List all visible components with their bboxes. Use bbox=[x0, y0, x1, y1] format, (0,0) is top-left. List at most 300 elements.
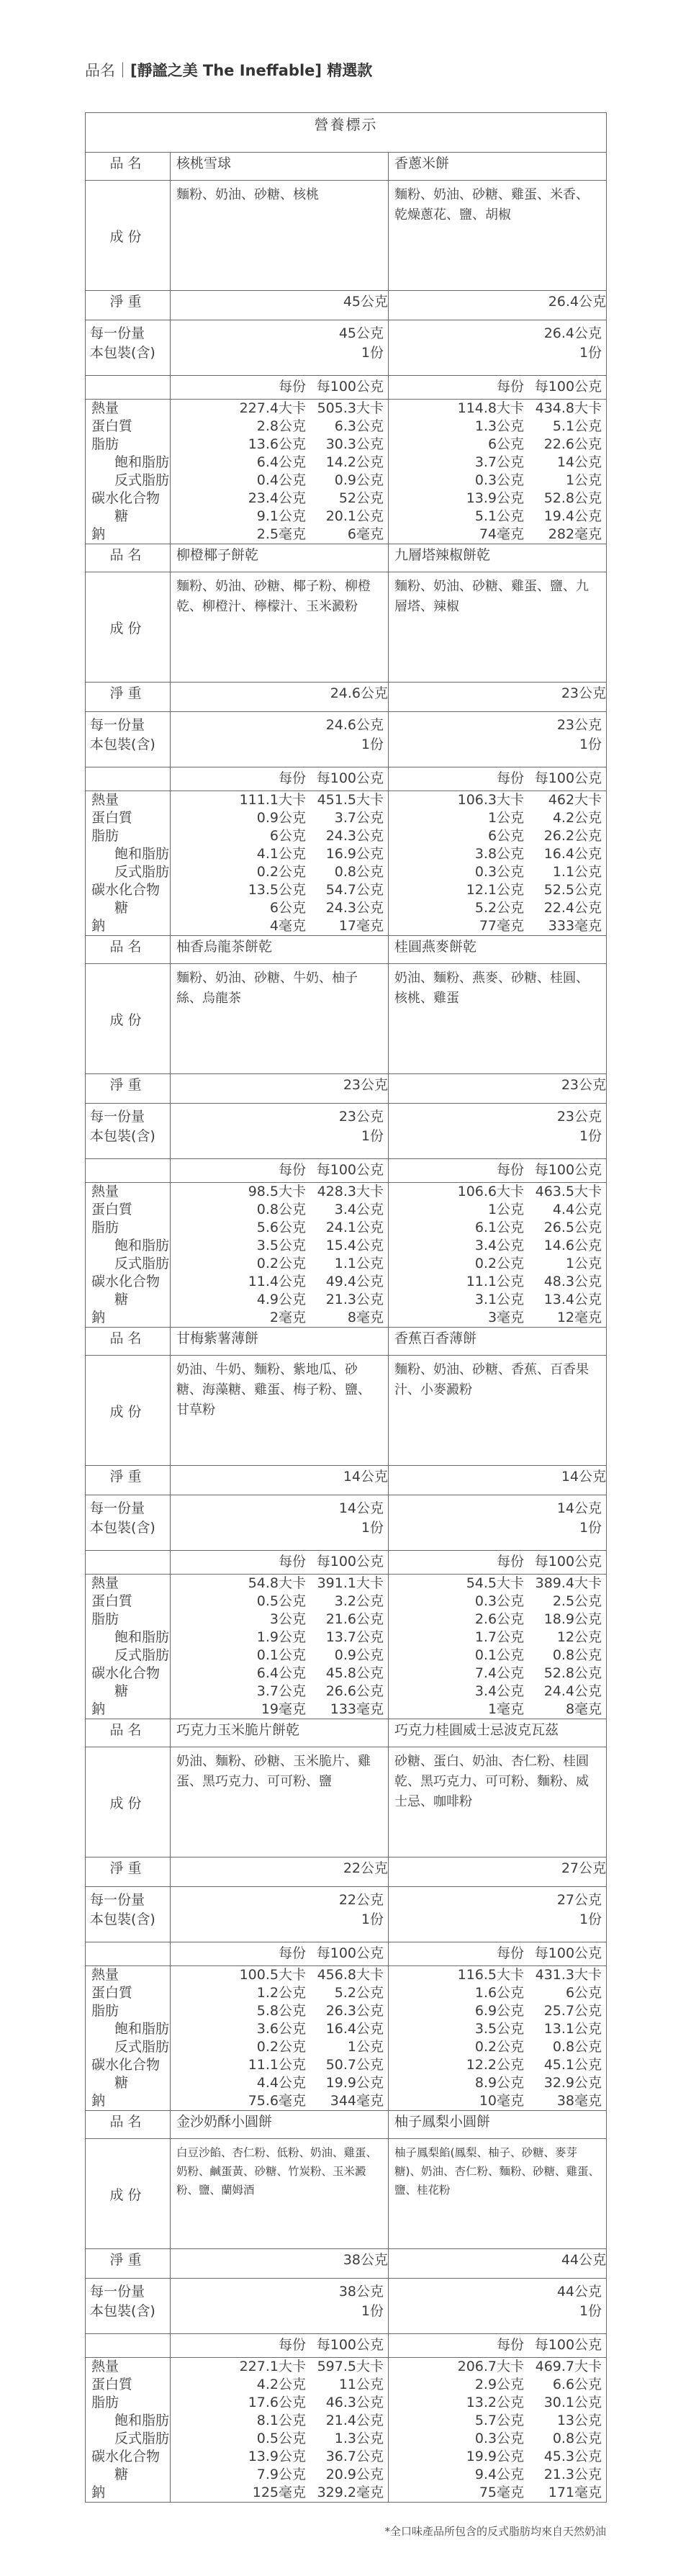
servings-per-pack: 1份 bbox=[361, 737, 384, 752]
per-100g-value: 26.2公克 bbox=[543, 828, 602, 844]
per-serving-header: 每份 bbox=[497, 379, 525, 395]
nutrient-labels bbox=[86, 1183, 171, 1328]
product-name: 柚香烏龍茶餅乾 bbox=[171, 936, 389, 964]
per-100g-value: 1公克 bbox=[565, 472, 602, 488]
per-serving-value: 13.6公克 bbox=[248, 436, 306, 452]
per-100g-value: 4.4公克 bbox=[552, 1202, 602, 1217]
per-serving-value: 6公克 bbox=[269, 828, 306, 844]
nutrient-label: 熱量 bbox=[91, 1184, 119, 1199]
per-100g-value: 22.6公克 bbox=[543, 436, 602, 452]
per-serving-column bbox=[441, 1183, 524, 1327]
net-weight-value: 23公克 bbox=[389, 1074, 607, 1104]
nutrient-label: 蛋白質 bbox=[91, 2377, 133, 2392]
per-serving-column bbox=[441, 1966, 524, 2110]
empty-cell bbox=[86, 2334, 171, 2358]
per-100g-value: 1.3公克 bbox=[334, 2431, 384, 2446]
per-100g-column bbox=[306, 1575, 384, 1719]
per-100g-value: 52.5公克 bbox=[543, 882, 602, 898]
per-serving-value: 13.2公克 bbox=[466, 2395, 525, 2410]
servings-per-pack: 1份 bbox=[361, 1520, 384, 1536]
per-100g-value: 45.1公克 bbox=[543, 2057, 602, 2073]
per-serving-value: 0.3公克 bbox=[474, 2431, 525, 2446]
nutrient-value-columns bbox=[171, 1575, 388, 1719]
per-100g-value: 45.8公克 bbox=[325, 1665, 384, 1681]
serving-label-cell bbox=[86, 2279, 171, 2334]
per-serving-value: 13.5公克 bbox=[248, 882, 306, 898]
per-100g-value: 451.5大卡 bbox=[317, 792, 384, 808]
table-title-row bbox=[86, 113, 607, 153]
nutrient-column-headers bbox=[389, 1159, 607, 1183]
nutrient-label: 飽和脂肪 bbox=[114, 1629, 170, 1645]
per-serving-value: 54.8大卡 bbox=[248, 1575, 306, 1591]
ingredients-label: 成份 bbox=[86, 964, 171, 1074]
nutrient-header-row bbox=[86, 1942, 607, 1966]
nutrient-values bbox=[389, 791, 607, 936]
per-serving-header: 每份 bbox=[497, 1554, 525, 1570]
per-100g-value: 52.8公克 bbox=[543, 1665, 602, 1681]
per-100g-value: 19.9公克 bbox=[325, 2075, 384, 2091]
serving-value-cell bbox=[171, 1104, 389, 1159]
per-pack-label: 本包裝(含) bbox=[90, 1128, 155, 1144]
per-serving-value: 6.9公克 bbox=[474, 2003, 525, 2019]
per-serving-value: 11.1公克 bbox=[466, 1274, 525, 1289]
per-100g-value: 0.8公克 bbox=[552, 2039, 602, 2055]
per-serving-value: 19.9公克 bbox=[466, 2449, 525, 2464]
nutrient-values bbox=[389, 2358, 607, 2503]
per-100g-value: 0.8公克 bbox=[334, 864, 384, 880]
per-serving-value: 75.6毫克 bbox=[248, 2093, 306, 2109]
nutrient-values-row bbox=[86, 1966, 607, 2111]
per-100g-header: 每100公克 bbox=[316, 379, 384, 395]
per-100g-value: 38毫克 bbox=[556, 2093, 602, 2109]
column-header-group bbox=[171, 2334, 388, 2354]
per-100g-value: 25.7公克 bbox=[543, 2003, 602, 2019]
nutrient-label: 鈉 bbox=[91, 1701, 106, 1717]
serving-row bbox=[86, 712, 607, 767]
nutrient-values bbox=[171, 400, 389, 544]
per-serving-value: 0.5公克 bbox=[256, 2431, 306, 2446]
per-pack-label: 本包裝(含) bbox=[90, 2303, 155, 2319]
per-serving-column bbox=[222, 1575, 306, 1719]
per-serving-value: 0.1公克 bbox=[256, 1647, 306, 1663]
nutrient-value-columns bbox=[171, 1183, 388, 1327]
nutrient-label: 熱量 bbox=[91, 792, 119, 808]
serving-value-cell bbox=[389, 1104, 607, 1159]
per-100g-value: 434.8大卡 bbox=[535, 400, 602, 416]
per-100g-value: 12公克 bbox=[556, 1629, 602, 1645]
per-100g-header: 每100公克 bbox=[534, 1554, 602, 1570]
net-weight-row bbox=[86, 1857, 607, 1887]
per-100g-value: 4.2公克 bbox=[552, 810, 602, 826]
nutrient-label: 糖 bbox=[114, 508, 129, 524]
nutrient-labels bbox=[86, 1966, 171, 2111]
servings-per-pack: 1份 bbox=[361, 2303, 384, 2319]
per-serving-value: 0.1公克 bbox=[474, 1647, 525, 1663]
per-100g-value: 463.5大卡 bbox=[535, 1184, 602, 1199]
nutrient-label: 飽和脂肪 bbox=[114, 2021, 170, 2037]
nutrient-label: 鈉 bbox=[91, 1310, 106, 1325]
per-serving-value: 206.7大卡 bbox=[457, 2359, 525, 2374]
nutrient-value-columns bbox=[389, 2358, 606, 2502]
per-100g-value: 16.4公克 bbox=[325, 2021, 384, 2037]
per-serving-column bbox=[222, 400, 306, 544]
per-serving-value: 4.9公克 bbox=[256, 1292, 306, 1307]
per-100g-header: 每100公克 bbox=[534, 770, 602, 786]
per-serving-value: 100.5大卡 bbox=[239, 1967, 306, 1983]
column-header-group bbox=[171, 1159, 388, 1179]
per-serving-value: 1.3公克 bbox=[474, 418, 525, 434]
nutrient-column-headers bbox=[389, 1942, 607, 1966]
per-100g-value: 0.8公克 bbox=[552, 2431, 602, 2446]
product-name: 甘梅紫薯薄餅 bbox=[171, 1328, 389, 1356]
nutrient-column-headers bbox=[389, 2334, 607, 2358]
per-100g-value: 14.6公克 bbox=[543, 1238, 602, 1253]
per-pack-label: 本包裝(含) bbox=[90, 1520, 155, 1536]
per-serving-value: 1.7公克 bbox=[474, 1629, 525, 1645]
product-name: 金沙奶酥小圓餅 bbox=[171, 2111, 389, 2139]
product-ingredients: 麵粉、奶油、砂糖、香蕉、百香果汁、小麥澱粉 bbox=[389, 1356, 607, 1466]
nutrient-label: 脂肪 bbox=[91, 2395, 119, 2410]
nutrient-value-columns bbox=[171, 1966, 388, 2110]
per-100g-value: 6公克 bbox=[565, 1985, 602, 2001]
per-pack-label: 本包裝(含) bbox=[90, 737, 155, 752]
product-name: 香蕉百香薄餅 bbox=[389, 1328, 607, 1356]
column-header-group bbox=[171, 376, 388, 395]
serving-value-cell bbox=[389, 2279, 607, 2334]
column-header-group bbox=[171, 767, 388, 787]
per-serving-column bbox=[222, 2358, 306, 2502]
nutrient-values-row bbox=[86, 2358, 607, 2503]
per-100g-value: 49.4公克 bbox=[325, 1274, 384, 1289]
nutrient-label: 蛋白質 bbox=[91, 1985, 133, 2001]
per-serving-value: 19毫克 bbox=[261, 1701, 306, 1717]
per-100g-value: 428.3大卡 bbox=[317, 1184, 384, 1199]
per-100g-value: 22.4公克 bbox=[543, 900, 602, 916]
product-name-row bbox=[86, 544, 607, 572]
product-ingredients: 奶油、麵粉、砂糖、玉米脆片、雞蛋、黑巧克力、可可粉、鹽 bbox=[171, 1747, 389, 1857]
per-serving-value: 74毫克 bbox=[479, 526, 525, 542]
nutrient-values-row bbox=[86, 400, 607, 544]
per-serving-value: 3.1公克 bbox=[474, 1292, 525, 1307]
per-100g-value: 20.1公克 bbox=[325, 508, 384, 524]
per-serving-value: 9.1公克 bbox=[256, 508, 306, 524]
servings-per-pack: 1份 bbox=[361, 1128, 384, 1144]
per-100g-header: 每100公克 bbox=[316, 770, 384, 786]
nutrient-values-row bbox=[86, 1183, 607, 1328]
empty-cell bbox=[86, 767, 171, 791]
per-100g-column bbox=[524, 1966, 602, 2110]
nutrient-label: 鈉 bbox=[91, 2485, 106, 2500]
net-weight-value: 24.6公克 bbox=[171, 683, 389, 712]
per-100g-header: 每100公克 bbox=[316, 2337, 384, 2353]
net-weight-label: 淨重 bbox=[86, 683, 171, 712]
per-100g-value: 26.3公克 bbox=[325, 2003, 384, 2019]
per-100g-value: 14.2公克 bbox=[325, 454, 384, 470]
per-100g-value: 133毫克 bbox=[330, 1701, 384, 1717]
per-100g-value: 3.4公克 bbox=[334, 1202, 384, 1217]
footnote: *全口味產品所包含的反式脂肪均來自天然奶油 bbox=[384, 2525, 606, 2538]
nutrient-label: 飽和脂肪 bbox=[114, 2413, 170, 2428]
nutrient-label: 脂肪 bbox=[91, 828, 119, 844]
nutrient-label: 反式脂肪 bbox=[114, 864, 170, 880]
product-ingredients: 柚子鳳梨餡(鳳梨、柚子、砂糖、麥芽糖)、奶油、杏仁粉、麵粉、砂糖、雞蛋、鹽、桂花粉 bbox=[389, 2139, 607, 2249]
per-serving-header: 每份 bbox=[497, 770, 525, 786]
per-100g-value: 505.3大卡 bbox=[317, 400, 384, 416]
per-100g-value: 21.3公克 bbox=[543, 2467, 602, 2482]
per-100g-value: 24.3公克 bbox=[325, 900, 384, 916]
product-ingredients: 麵粉、奶油、砂糖、牛奶、柚子絲、烏龍茶 bbox=[171, 964, 389, 1074]
per-serving-value: 3.5公克 bbox=[256, 1238, 306, 1253]
serving-row bbox=[86, 1495, 607, 1551]
per-serving-value: 111.1大卡 bbox=[239, 792, 306, 808]
per-100g-value: 26.6公克 bbox=[325, 1683, 384, 1699]
serving-size: 24.6公克 bbox=[325, 717, 384, 733]
per-serving-value: 23.4公克 bbox=[248, 490, 306, 506]
per-serving-value: 17.6公克 bbox=[248, 2395, 306, 2410]
product-name: 桂圓燕麥餅乾 bbox=[389, 936, 607, 964]
serving-size: 38公克 bbox=[338, 2284, 384, 2300]
net-weight-value: 27公克 bbox=[389, 1857, 607, 1887]
nutrient-header-row bbox=[86, 2334, 607, 2358]
per-100g-value: 36.7公克 bbox=[325, 2449, 384, 2464]
nutrient-label: 飽和脂肪 bbox=[114, 1238, 170, 1253]
net-weight-value: 45公克 bbox=[171, 291, 389, 320]
nutrient-column-headers bbox=[171, 1159, 389, 1183]
per-serving-value: 3毫克 bbox=[487, 1310, 525, 1325]
per-100g-value: 333毫克 bbox=[548, 918, 602, 934]
serving-label: 每一份量 bbox=[90, 2284, 145, 2300]
nutrient-value-columns bbox=[389, 1966, 606, 2110]
nutrient-label: 鈉 bbox=[91, 2093, 106, 2109]
nutrient-label: 蛋白質 bbox=[91, 1593, 133, 1609]
ingredients-label: 成份 bbox=[86, 1747, 171, 1857]
per-serving-value: 0.2公克 bbox=[256, 2039, 306, 2055]
per-serving-value: 1毫克 bbox=[487, 1701, 525, 1717]
per-serving-column bbox=[222, 791, 306, 935]
net-weight-value: 44公克 bbox=[389, 2249, 607, 2279]
per-serving-value: 6.4公克 bbox=[256, 454, 306, 470]
per-serving-value: 9.4公克 bbox=[474, 2467, 525, 2482]
nutrient-label: 反式脂肪 bbox=[114, 472, 170, 488]
per-100g-value: 462大卡 bbox=[548, 792, 602, 808]
per-serving-value: 8.9公克 bbox=[474, 2075, 525, 2091]
net-weight-label: 淨重 bbox=[86, 1074, 171, 1104]
nutrient-column-headers bbox=[389, 767, 607, 791]
nutrient-label: 碳水化合物 bbox=[91, 490, 161, 506]
nutrient-label: 飽和脂肪 bbox=[114, 454, 170, 470]
table-title: 營養標示 bbox=[86, 113, 607, 153]
product-ingredients: 奶油、牛奶、麵粉、紫地瓜、砂糖、海藻糖、雞蛋、梅子粉、鹽、甘草粉 bbox=[171, 1356, 389, 1466]
per-serving-value: 106.6大卡 bbox=[457, 1184, 525, 1199]
serving-value-cell bbox=[389, 1495, 607, 1551]
product-header bbox=[85, 59, 372, 81]
per-100g-column bbox=[524, 2358, 602, 2502]
per-serving-value: 4毫克 bbox=[269, 918, 306, 934]
nutrient-values bbox=[171, 791, 389, 936]
nutrient-values bbox=[389, 1183, 607, 1328]
per-serving-value: 3.7公克 bbox=[256, 1683, 306, 1699]
nutrient-label: 碳水化合物 bbox=[91, 2057, 161, 2073]
serving-label-cell bbox=[86, 1887, 171, 1942]
nutrient-label: 蛋白質 bbox=[91, 418, 133, 434]
per-100g-column bbox=[524, 400, 602, 544]
per-serving-value: 114.8大卡 bbox=[457, 400, 525, 416]
per-100g-value: 13.4公克 bbox=[543, 1292, 602, 1307]
nutrient-header-row bbox=[86, 1551, 607, 1575]
per-100g-value: 13.7公克 bbox=[325, 1629, 384, 1645]
per-serving-header: 每份 bbox=[278, 770, 306, 786]
nutrient-value-columns bbox=[171, 791, 388, 935]
nutrient-label: 熱量 bbox=[91, 400, 119, 416]
per-serving-value: 10毫克 bbox=[479, 2093, 525, 2109]
per-serving-header: 每份 bbox=[497, 1945, 525, 1961]
header-title: [靜謐之美 The Ineffable] 精選款 bbox=[130, 62, 373, 79]
nutrient-values bbox=[171, 1966, 389, 2111]
serving-label: 每一份量 bbox=[90, 1109, 145, 1125]
per-100g-value: 8毫克 bbox=[565, 1701, 602, 1717]
net-weight-value: 22公克 bbox=[171, 1857, 389, 1887]
ingredients-row bbox=[86, 2139, 607, 2249]
empty-cell bbox=[86, 376, 171, 400]
serving-size: 23公克 bbox=[338, 1109, 384, 1125]
nutrient-value-columns bbox=[389, 1575, 606, 1719]
per-100g-value: 329.2毫克 bbox=[317, 2485, 384, 2500]
nutrient-label: 熱量 bbox=[91, 2359, 119, 2374]
nutrient-label: 反式脂肪 bbox=[114, 1256, 170, 1271]
per-serving-value: 116.5大卡 bbox=[457, 1967, 525, 1983]
per-100g-value: 282毫克 bbox=[548, 526, 602, 542]
per-100g-header: 每100公克 bbox=[316, 1945, 384, 1961]
ingredients-row bbox=[86, 1747, 607, 1857]
net-weight-value: 14公克 bbox=[171, 1466, 389, 1495]
nutrient-label: 脂肪 bbox=[91, 1220, 119, 1235]
per-serving-value: 227.1大卡 bbox=[239, 2359, 306, 2374]
product-name-row bbox=[86, 1719, 607, 1747]
serving-label-cell bbox=[86, 712, 171, 767]
serving-size: 23公克 bbox=[556, 1109, 602, 1125]
per-serving-value: 0.5公克 bbox=[256, 1593, 306, 1609]
per-100g-value: 1公克 bbox=[347, 2039, 384, 2055]
nutrient-values bbox=[171, 1575, 389, 1719]
per-100g-value: 21.3公克 bbox=[325, 1292, 384, 1307]
serving-label-cell bbox=[86, 1495, 171, 1551]
serving-row bbox=[86, 320, 607, 376]
net-weight-row bbox=[86, 1074, 607, 1104]
column-header-group bbox=[389, 376, 606, 395]
serving-label: 每一份量 bbox=[90, 1892, 145, 1908]
per-100g-value: 391.1大卡 bbox=[317, 1575, 384, 1591]
net-weight-label: 淨重 bbox=[86, 291, 171, 320]
per-100g-value: 14公克 bbox=[556, 454, 602, 470]
nutrient-header-row bbox=[86, 1159, 607, 1183]
servings-per-pack: 1份 bbox=[579, 345, 602, 361]
per-serving-column bbox=[441, 400, 524, 544]
nutrient-column-headers bbox=[171, 376, 389, 400]
per-serving-header: 每份 bbox=[278, 379, 306, 395]
per-serving-value: 0.8公克 bbox=[256, 1202, 306, 1217]
per-serving-value: 6公克 bbox=[269, 900, 306, 916]
per-100g-value: 0.9公克 bbox=[334, 1647, 384, 1663]
header-label: 品名｜ bbox=[85, 62, 130, 79]
per-100g-value: 6.3公克 bbox=[334, 418, 384, 434]
per-100g-value: 6毫克 bbox=[347, 526, 384, 542]
per-serving-value: 13.9公克 bbox=[248, 2449, 306, 2464]
column-header-group bbox=[171, 1551, 388, 1570]
product-ingredients: 奶油、麵粉、燕麥、砂糖、桂圓、核桃、雞蛋 bbox=[389, 964, 607, 1074]
net-weight-value: 38公克 bbox=[171, 2249, 389, 2279]
product-name: 巧克力桂圓威士忌波克瓦茲 bbox=[389, 1719, 607, 1747]
per-100g-value: 6.6公克 bbox=[552, 2377, 602, 2392]
serving-row bbox=[86, 1104, 607, 1159]
per-100g-value: 17毫克 bbox=[338, 918, 384, 934]
serving-label: 每一份量 bbox=[90, 325, 145, 341]
nutrient-values bbox=[389, 1966, 607, 2111]
serving-size: 23公克 bbox=[556, 717, 602, 733]
per-serving-value: 5.1公克 bbox=[474, 508, 525, 524]
per-serving-column bbox=[441, 1575, 524, 1719]
per-100g-column bbox=[306, 791, 384, 935]
per-serving-value: 7.9公克 bbox=[256, 2467, 306, 2482]
per-serving-value: 75毫克 bbox=[479, 2485, 525, 2500]
product-name-row bbox=[86, 2111, 607, 2139]
per-100g-header: 每100公克 bbox=[316, 1554, 384, 1570]
servings-per-pack: 1份 bbox=[579, 2303, 602, 2319]
per-100g-value: 389.4大卡 bbox=[535, 1575, 602, 1591]
per-serving-value: 227.4大卡 bbox=[239, 400, 306, 416]
nutrient-label: 反式脂肪 bbox=[114, 1647, 170, 1663]
per-serving-value: 0.4公克 bbox=[256, 472, 306, 488]
per-100g-value: 344毫克 bbox=[330, 2093, 384, 2109]
per-100g-column bbox=[306, 2358, 384, 2502]
product-name: 香蔥米餅 bbox=[389, 153, 607, 181]
nutrient-label: 脂肪 bbox=[91, 1611, 119, 1627]
per-serving-value: 5.2公克 bbox=[474, 900, 525, 916]
name-label: 品名 bbox=[86, 153, 171, 181]
per-100g-value: 30.3公克 bbox=[325, 436, 384, 452]
name-label: 品名 bbox=[86, 1719, 171, 1747]
column-header-group bbox=[171, 1942, 388, 1962]
serving-value-cell bbox=[389, 1887, 607, 1942]
per-serving-value: 106.3大卡 bbox=[457, 792, 525, 808]
nutrient-label: 反式脂肪 bbox=[114, 2431, 170, 2446]
net-weight-value: 23公克 bbox=[171, 1074, 389, 1104]
per-serving-value: 0.9公克 bbox=[256, 810, 306, 826]
per-100g-value: 16.9公克 bbox=[325, 846, 384, 862]
column-header-group bbox=[389, 767, 606, 787]
per-serving-value: 2.9公克 bbox=[474, 2377, 525, 2392]
per-serving-column bbox=[222, 1183, 306, 1327]
serving-label: 每一份量 bbox=[90, 717, 145, 733]
per-serving-value: 1公克 bbox=[487, 1202, 525, 1217]
net-weight-value: 14公克 bbox=[389, 1466, 607, 1495]
per-100g-value: 3.7公克 bbox=[334, 810, 384, 826]
ingredients-label: 成份 bbox=[86, 1356, 171, 1466]
nutrient-label: 蛋白質 bbox=[91, 810, 133, 826]
net-weight-row bbox=[86, 1466, 607, 1495]
per-100g-value: 16.4公克 bbox=[543, 846, 602, 862]
net-weight-label: 淨重 bbox=[86, 1466, 171, 1495]
nutrient-label: 糖 bbox=[114, 1292, 129, 1307]
serving-size: 27公克 bbox=[556, 1892, 602, 1908]
per-serving-header: 每份 bbox=[278, 1554, 306, 1570]
name-label: 品名 bbox=[86, 1328, 171, 1356]
serving-value-cell bbox=[171, 2279, 389, 2334]
column-header-group bbox=[389, 1551, 606, 1570]
product-name-row bbox=[86, 153, 607, 181]
per-100g-value: 11公克 bbox=[338, 2377, 384, 2392]
per-serving-value: 3.7公克 bbox=[474, 454, 525, 470]
nutrient-header-row bbox=[86, 376, 607, 400]
